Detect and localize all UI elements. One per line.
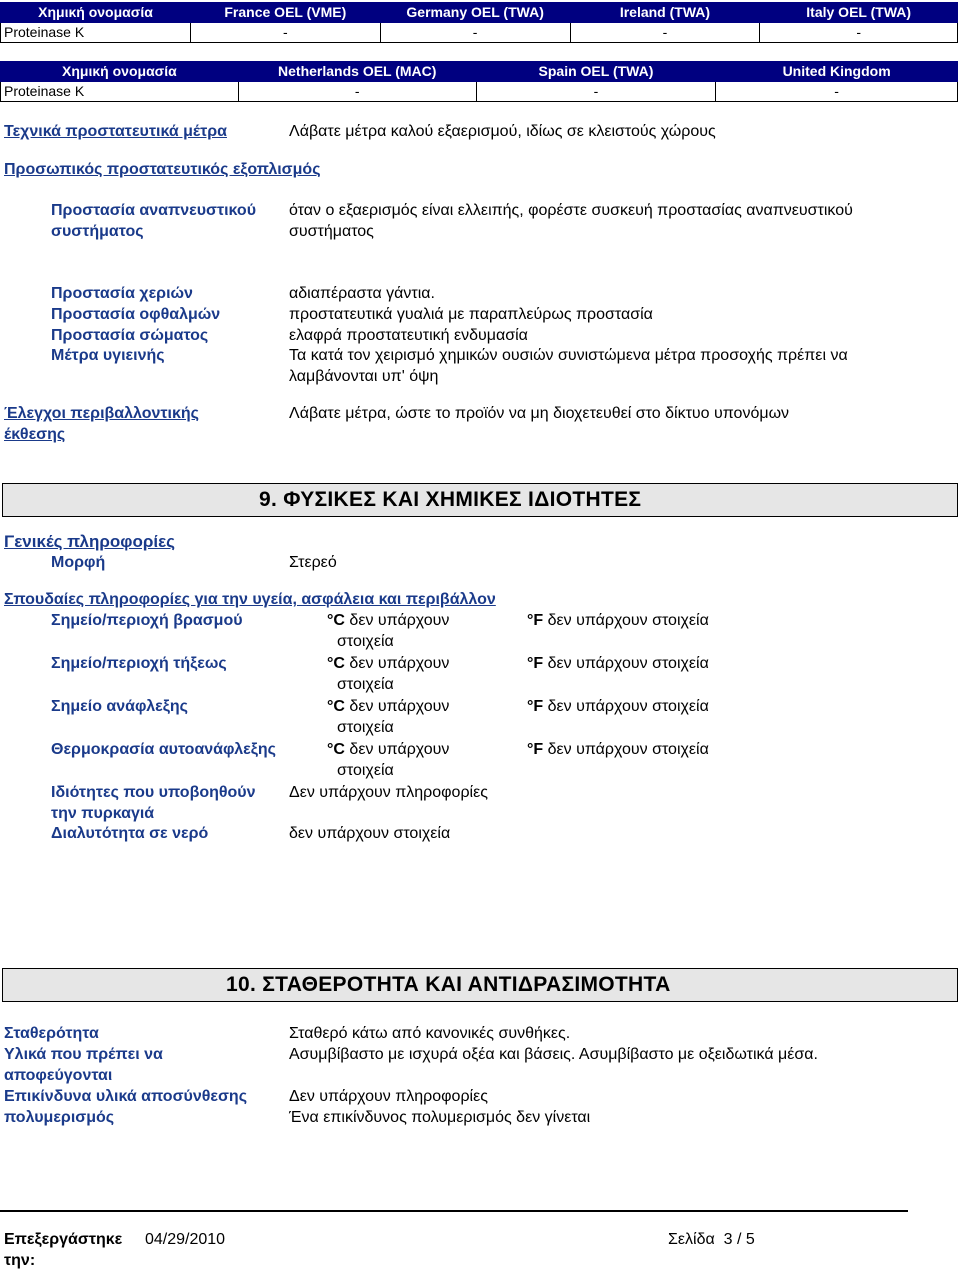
solubility-label: Διαλυτότητα σε νερό <box>51 825 209 842</box>
melting-point-c-cont: στοιχεία <box>337 676 394 693</box>
c-value: δεν υπάρχουν <box>349 612 450 629</box>
fahrenheit-unit: °F <box>527 612 544 629</box>
cell: - <box>190 23 380 43</box>
f-value: δεν υπάρχουν στοιχεία <box>547 655 709 672</box>
eye-value: προστατευτικά γυαλιά με παραπλεύρως προστασία <box>289 306 653 323</box>
processed-label-cont: την: <box>4 1252 36 1269</box>
processed-label: Επεξεργάστηκε <box>4 1231 123 1248</box>
solubility-value: δεν υπάρχουν στοιχεία <box>289 825 451 842</box>
important-info-heading: Σπουδαίες πληροφορίες για την υγεία, ασφάλεια και περιβάλλον <box>4 591 496 608</box>
oel-table-2-header <box>1 62 958 82</box>
oel-table-1-header <box>1 3 958 23</box>
decomposition-label-cont: πολυμερισμός <box>4 1109 115 1126</box>
decomposition-value: Δεν υπάρχουν πληροφορίες <box>289 1088 488 1105</box>
f-value: δεν υπάρχουν στοιχεία <box>547 741 709 758</box>
table-row <box>1 82 958 102</box>
header-cell: France OEL (VME) <box>190 3 380 23</box>
autoignition-c <box>327 739 449 760</box>
general-info-heading: Γενικές πληροφορίες <box>4 532 175 551</box>
section-9-title: 9. ΦΥΣΙΚΕΣ ΚΑΙ ΧΗΜΙΚΕΣ ΙΔΙΟΤΗΤΕΣ <box>259 488 642 511</box>
cell: - <box>570 23 760 43</box>
c-value: δεν υπάρχουν <box>349 741 450 758</box>
flash-point-c <box>327 696 449 717</box>
header-cell: Χημική ονομασία <box>1 62 239 82</box>
flash-point-c-cont: στοιχεία <box>337 719 394 736</box>
header-cell: Spain OEL (TWA) <box>476 62 716 82</box>
flash-point-f <box>527 696 709 717</box>
header-cell: Netherlands OEL (MAC) <box>238 62 476 82</box>
f-value: δεν υπάρχουν στοιχεία <box>547 698 709 715</box>
hand-label: Προστασία χεριών <box>51 285 193 302</box>
respiratory-label: Προστασία αναπνευστικού <box>51 202 257 219</box>
autoignition-f <box>527 739 709 760</box>
melting-point-f <box>527 653 709 674</box>
engineering-value: Λάβατε μέτρα καλού εξαερισμού, ιδίως σε κλειστούς χώρους <box>289 123 716 140</box>
section-10-title: 10. ΣΤΑΘΕΡΟΤΗΤΑ ΚΑΙ ΑΝΤΙΔΡΑΣΙΜΟΤΗΤΑ <box>226 973 671 996</box>
page-value: 3 / 5 <box>723 1231 755 1248</box>
avoid-materials-value: Ασυμβίβαστο με ισχυρά οξέα και βάσεις. Ασυμβίβαστο με οξειδωτικά μέσα. <box>289 1046 818 1063</box>
oel-table-1 <box>0 2 958 43</box>
stability-value: Σταθερό κάτω από κανονικές συνθήκες. <box>289 1025 571 1042</box>
form-label: Μορφή <box>51 554 106 571</box>
hand-value: αδιαπέραστα γάντια. <box>289 285 435 302</box>
boiling-point-label: Σημείο/περιοχή βρασμού <box>51 612 243 629</box>
autoignition-c-cont: στοιχεία <box>337 762 394 779</box>
body-value: ελαφρά προστατευτική ενδυμασία <box>289 327 528 344</box>
stability-label: Σταθερότητα <box>4 1025 99 1042</box>
polymerization-value: Ένα επικίνδυνος πολυμερισμός δεν γίνεται <box>289 1109 591 1126</box>
table-row <box>1 23 958 43</box>
header-cell: Germany OEL (TWA) <box>380 3 570 23</box>
boiling-point-c <box>327 610 449 631</box>
celsius-unit: °C <box>327 612 345 629</box>
header-cell: Italy OEL (TWA) <box>760 3 958 23</box>
boiling-point-c-cont: στοιχεία <box>337 633 394 650</box>
processed-date: 04/29/2010 <box>145 1231 226 1248</box>
flash-point-label: Σημείο ανάφλεξης <box>51 698 188 715</box>
decomposition-label: Επικίνδυνα υλικά αποσύνθεσης <box>4 1088 248 1105</box>
hygiene-value-cont: λαμβάνονται υπ' όψη <box>289 368 439 385</box>
oxidizing-value: Δεν υπάρχουν πληροφορίες <box>289 784 488 801</box>
fahrenheit-unit: °F <box>527 655 544 672</box>
c-value: δεν υπάρχουν <box>349 698 450 715</box>
f-value: δεν υπάρχουν στοιχεία <box>547 612 709 629</box>
footer-divider <box>0 1210 908 1212</box>
cell: - <box>238 82 476 102</box>
celsius-unit: °C <box>327 741 345 758</box>
boiling-point-f <box>527 610 709 631</box>
cell: - <box>716 82 958 102</box>
page-label: Σελίδα <box>668 1231 715 1248</box>
ppe-heading: Προσωπικός προστατευτικός εξοπλισμός <box>4 161 321 178</box>
environmental-value: Λάβατε μέτρα, ώστε το προϊόν να μη διοχετευθεί στο δίκτυο υπονόμων <box>289 405 790 422</box>
body-label: Προστασία σώματος <box>51 327 209 344</box>
melting-point-c <box>327 653 449 674</box>
header-cell: Ireland (TWA) <box>570 3 760 23</box>
hygiene-label: Μέτρα υγιεινής <box>51 347 165 364</box>
c-value: δεν υπάρχουν <box>349 655 450 672</box>
melting-point-label: Σημείο/περιοχή τήξεως <box>51 655 227 672</box>
avoid-materials-label-cont: αποφεύγονται <box>4 1067 113 1084</box>
oxidizing-label-cont: την πυρκαγιά <box>51 805 155 822</box>
respiratory-label-cont: συστήματος <box>51 223 144 240</box>
respiratory-value: όταν ο εξαερισμός είναι ελλειπής, φορέστε συσκευή προστασίας αναπνευστικού <box>289 202 853 219</box>
engineering-label: Τεχνικά προστατευτικά μέτρα <box>4 123 227 140</box>
eye-label: Προστασία οφθαλμών <box>51 306 221 323</box>
respiratory-value-cont: συστήματος <box>289 223 374 240</box>
environmental-label-cont: έκθεσης <box>4 426 66 443</box>
oxidizing-label: Ιδιότητες που υποβοηθούν <box>51 784 256 801</box>
autoignition-label: Θερμοκρασία αυτοανάφλεξης <box>51 741 276 758</box>
header-cell: United Kingdom <box>716 62 958 82</box>
header-cell: Χημική ονομασία <box>1 3 191 23</box>
avoid-materials-label: Υλικά που πρέπει να <box>4 1046 163 1063</box>
oel-table-2 <box>0 61 958 102</box>
page-number <box>668 1229 755 1250</box>
fahrenheit-unit: °F <box>527 741 544 758</box>
hygiene-value: Τα κατά τον χειρισμό χημικών ουσιών συνιστώμενα μέτρα προσοχής πρέπει να <box>289 347 848 364</box>
cell: Proteinase K <box>1 23 191 43</box>
celsius-unit: °C <box>327 698 345 715</box>
cell: Proteinase K <box>1 82 239 102</box>
cell: - <box>760 23 958 43</box>
cell: - <box>380 23 570 43</box>
environmental-label: Έλεγχοι περιβαλλοντικής <box>4 405 199 422</box>
cell: - <box>476 82 716 102</box>
celsius-unit: °C <box>327 655 345 672</box>
form-value: Στερεό <box>289 554 337 571</box>
fahrenheit-unit: °F <box>527 698 544 715</box>
